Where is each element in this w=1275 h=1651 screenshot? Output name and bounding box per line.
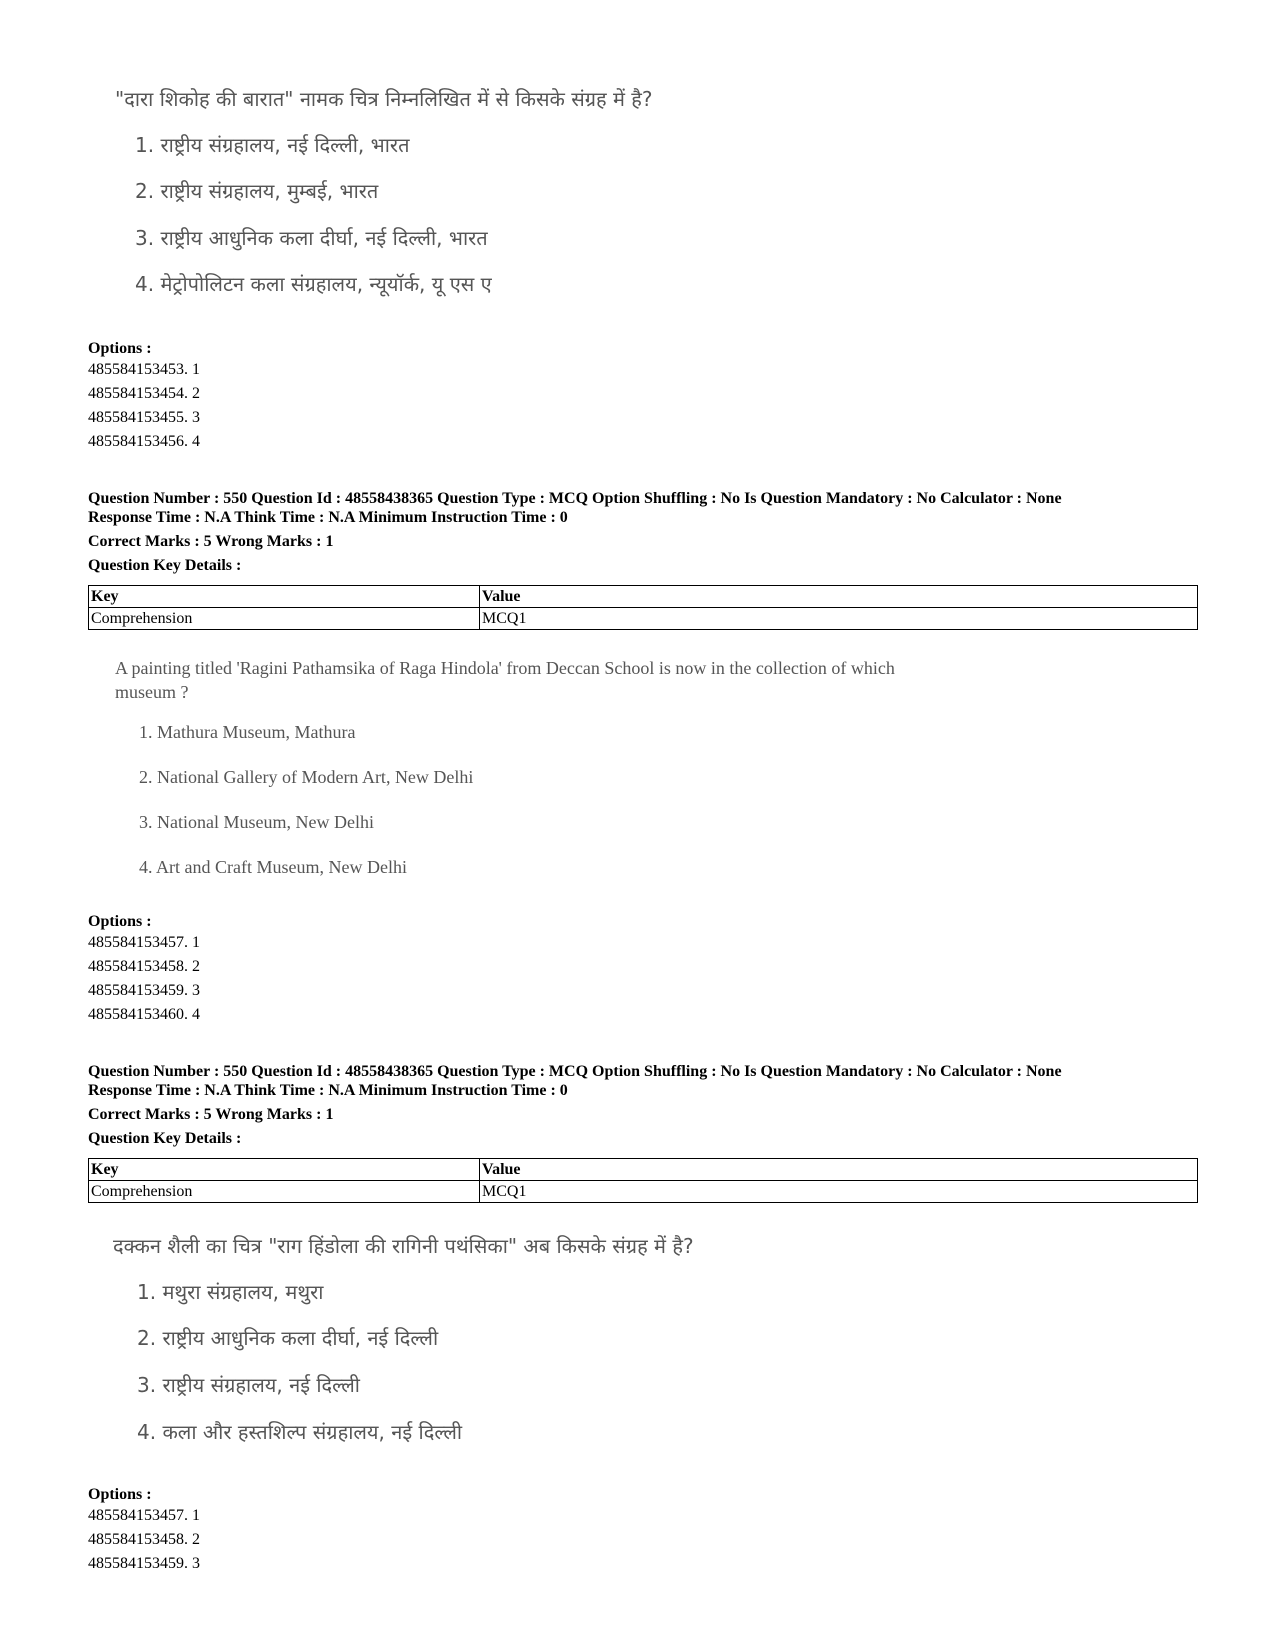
- marks-line: Correct Marks : 5 Wrong Marks : 1: [88, 533, 334, 550]
- choice-4: 4. मेट्रोपोलिटन कला संग्रहालय, न्यूयॉर्क, यू एस ए: [135, 272, 492, 296]
- options-label: Options :: [88, 1486, 152, 1503]
- option-row: 485584153458. 2: [88, 958, 200, 975]
- question-timing-line: Response Time : N.A Think Time : N.A Minimum Instruction Time : 0: [88, 509, 568, 526]
- key-table-1: [88, 585, 1198, 630]
- key-details-label: Question Key Details :: [88, 557, 242, 574]
- option-row: 485584153458. 2: [88, 1531, 200, 1548]
- question-meta-line: Question Number : 550 Question Id : 48558438365 Question Type : MCQ Option Shuffling : No Is Question Mandatory : No Calculator : None: [88, 1063, 1062, 1080]
- choice-1: 1. मथुरा संग्रहालय, मथुरा: [137, 1280, 324, 1304]
- question-text: दक्कन शैली का चित्र "राग हिंडोला की रागिनी पथंसिका" अब किसके संग्रह में है?: [113, 1234, 694, 1258]
- table-header-value: Value: [480, 1159, 1198, 1181]
- options-block-2: [88, 913, 200, 1027]
- table-cell-value: MCQ1: [480, 608, 1198, 630]
- options-block-1: [88, 340, 200, 454]
- table-header-value: Value: [480, 586, 1198, 608]
- question-image-english: [115, 656, 975, 877]
- question-meta-2: [88, 1061, 1062, 1150]
- option-row: 485584153459. 3: [88, 982, 200, 999]
- question-image-hindi-2: [113, 1232, 813, 1444]
- question-meta-1: [88, 488, 1062, 577]
- option-row: 485584153454. 2: [88, 385, 200, 402]
- option-row: 485584153453. 1: [88, 361, 200, 378]
- question-image-hindi-1: [115, 85, 815, 296]
- option-row: 485584153460. 4: [88, 1006, 200, 1023]
- option-row: 485584153459. 3: [88, 1555, 200, 1572]
- choice-2: 2. राष्ट्रीय आधुनिक कला दीर्घा, नई दिल्ली: [137, 1326, 439, 1350]
- key-details-label: Question Key Details :: [88, 1130, 242, 1147]
- options-label: Options :: [88, 913, 152, 930]
- marks-line: Correct Marks : 5 Wrong Marks : 1: [88, 1106, 334, 1123]
- option-row: 485584153456. 4: [88, 433, 200, 450]
- question-timing-line: Response Time : N.A Think Time : N.A Minimum Instruction Time : 0: [88, 1082, 568, 1099]
- question-text: "दारा शिकोह की बारात" नामक चित्र निम्नलिखित में से किसके संग्रह में है?: [115, 87, 653, 111]
- choice-4: 4. कला और हस्तशिल्प संग्रहालय, नई दिल्ली: [137, 1420, 463, 1444]
- question-text-line-2: museum ?: [115, 682, 189, 702]
- choice-3: 3. National Museum, New Delhi: [139, 812, 374, 832]
- option-row: 485584153455. 3: [88, 409, 200, 426]
- key-table-2: [88, 1158, 1198, 1203]
- table-cell-value: MCQ1: [480, 1181, 1198, 1203]
- choice-3: 3. राष्ट्रीय संग्रहालय, नई दिल्ली: [137, 1373, 360, 1397]
- choice-4: 4. Art and Craft Museum, New Delhi: [139, 857, 407, 877]
- options-label: Options :: [88, 340, 152, 357]
- choice-2: 2. राष्ट्रीय संग्रहालय, मुम्बई, भारत: [135, 179, 379, 203]
- question-text-line-1: A painting titled 'Ragini Pathamsika of Raga Hindola' from Deccan School is now in the collection of which: [115, 658, 895, 678]
- table-cell-key: Comprehension: [89, 608, 480, 630]
- option-row: 485584153457. 1: [88, 1507, 200, 1524]
- question-meta-line: Question Number : 550 Question Id : 48558438365 Question Type : MCQ Option Shuffling : No Is Question Mandatory : No Calculator : None: [88, 490, 1062, 507]
- choice-1: 1. राष्ट्रीय संग्रहालय, नई दिल्ली, भारत: [135, 133, 410, 157]
- table-header-key: Key: [89, 586, 480, 608]
- table-header-key: Key: [89, 1159, 480, 1181]
- option-row: 485584153457. 1: [88, 934, 200, 951]
- table-cell-key: Comprehension: [89, 1181, 480, 1203]
- options-block-3: [88, 1486, 200, 1576]
- choice-1: 1. Mathura Museum, Mathura: [139, 722, 356, 742]
- choice-3: 3. राष्ट्रीय आधुनिक कला दीर्घा, नई दिल्ली, भारत: [135, 226, 488, 250]
- choice-2: 2. National Gallery of Modern Art, New Delhi: [139, 767, 474, 787]
